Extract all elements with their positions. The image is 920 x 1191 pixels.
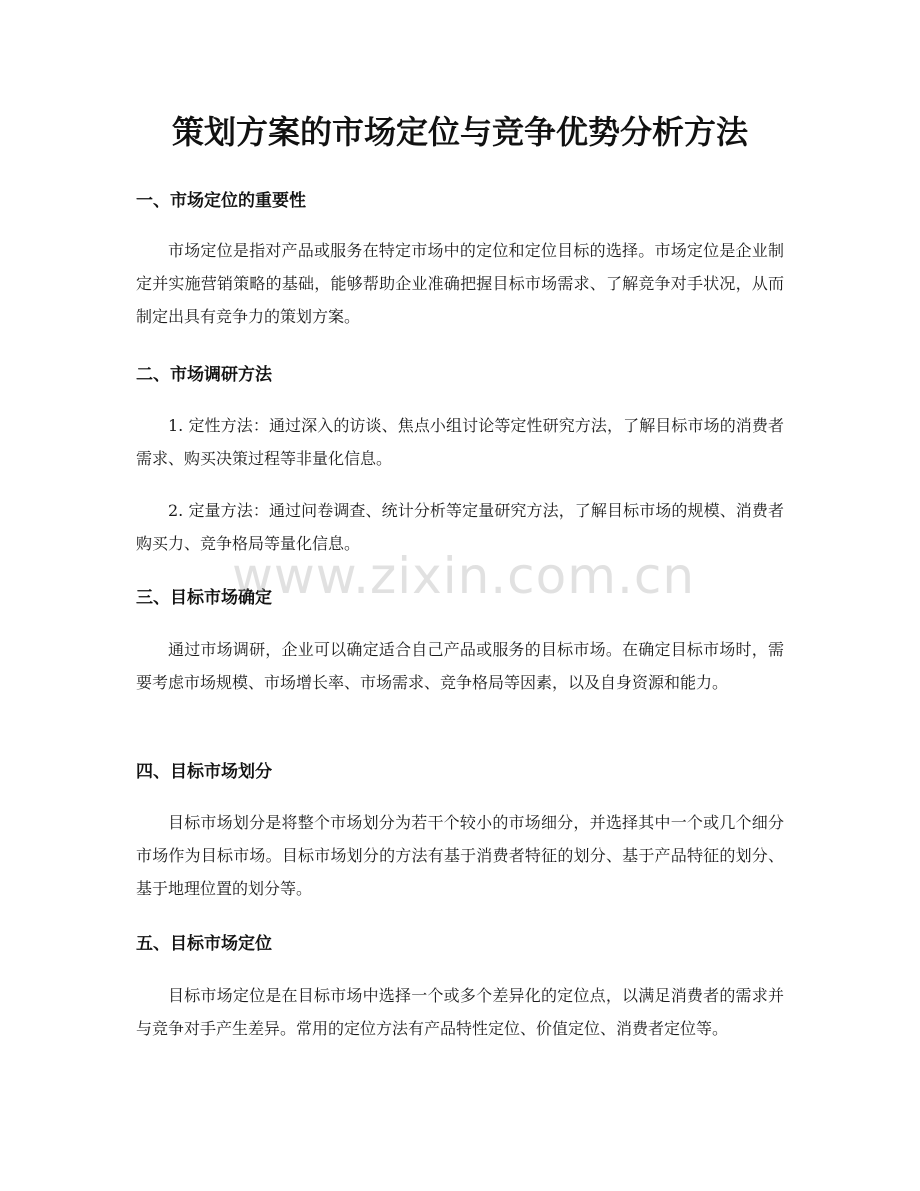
section-heading-3: 三、目标市场确定	[136, 588, 272, 608]
section-3-paragraph-1: 通过市场调研，企业可以确定适合自己产品或服务的目标市场。在确定目标市场时，需要考虑市场规模、市场增长率、市场需求、竞争格局等因素，以及自身资源和能力。	[136, 640, 784, 692]
document-title: 策划方案的市场定位与竞争优势分析方法	[171, 113, 748, 151]
section-heading-4: 四、目标市场划分	[136, 762, 272, 782]
section-2-paragraph-1: 1. 定性方法：通过深入的访谈、焦点小组讨论等定性研究方法，了解目标市场的消费者需求、购买决策过程等非量化信息。	[136, 416, 784, 468]
section-1-paragraph-1: 市场定位是指对产品或服务在特定市场中的定位和定位目标的选择。市场定位是企业制定并实施营销策略的基础，能够帮助企业准确把握目标市场需求、了解竞争对手状况，从而制定出具有竞争力的策划方案。	[136, 241, 784, 326]
section-2-paragraph-2: 2. 定量方法：通过问卷调查、统计分析等定量研究方法，了解目标市场的规模、消费者购买力、竞争格局等量化信息。	[136, 501, 784, 553]
section-4-paragraph-1: 目标市场划分是将整个市场划分为若干个较小的市场细分，并选择其中一个或几个细分市场作为目标市场。目标市场划分的方法有基于消费者特征的划分、基于产品特征的划分、基于地理位置的划分等。	[136, 813, 784, 898]
section-heading-2: 二、市场调研方法	[136, 365, 272, 385]
section-heading-5: 五、目标市场定位	[136, 934, 272, 954]
section-5-paragraph-1: 目标市场定位是在目标市场中选择一个或多个差异化的定位点，以满足消费者的需求并与竞争对手产生差异。常用的定位方法有产品特性定位、价值定位、消费者定位等。	[136, 986, 784, 1038]
watermark-text: www.zixin.com.cn	[232, 547, 696, 605]
section-heading-1: 一、市场定位的重要性	[136, 191, 306, 211]
